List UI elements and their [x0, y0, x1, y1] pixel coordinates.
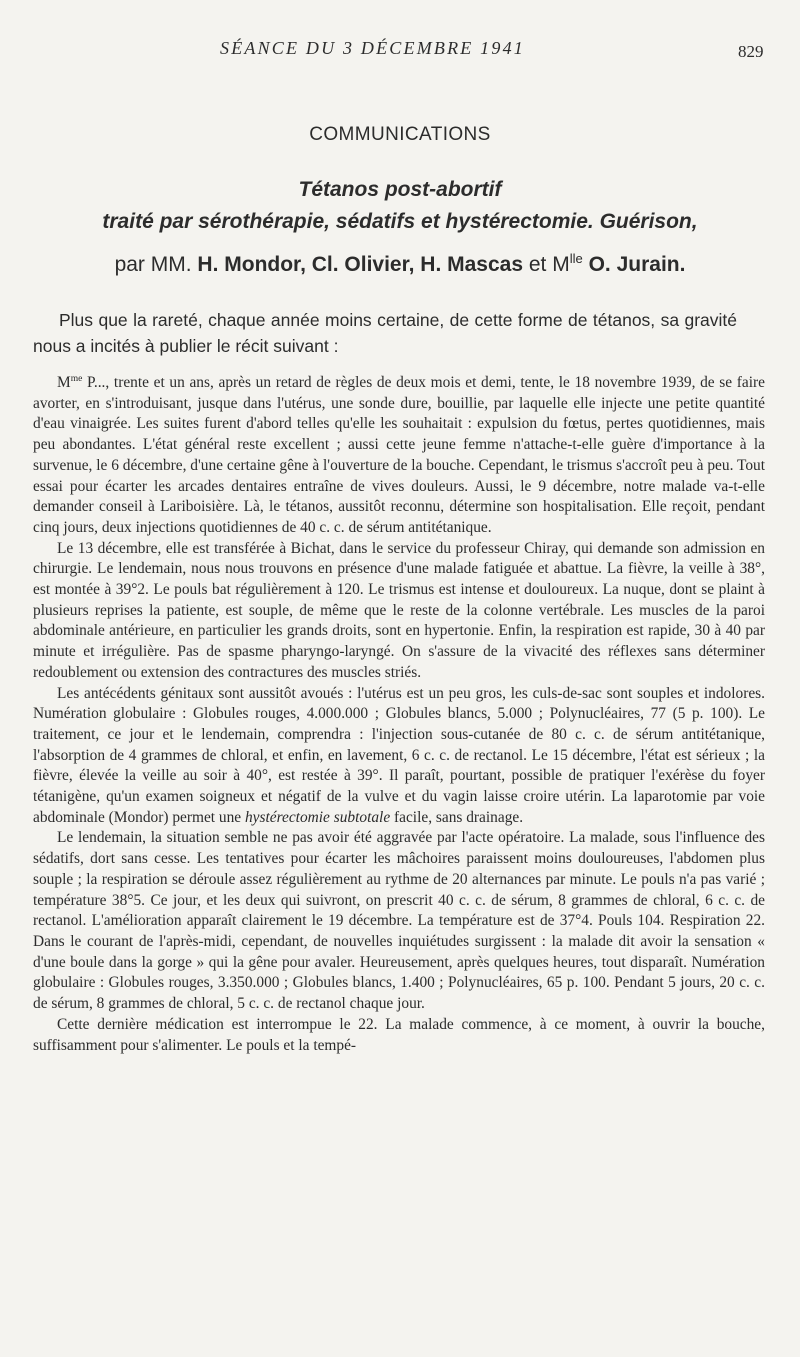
authors-names-b: O. Jurain.	[588, 253, 686, 276]
authors-names-a: H. Mondor, Cl. Olivier, H. Mascas	[197, 253, 524, 276]
running-header	[0, 38, 800, 62]
case-paragraph-2: Le 13 décembre, elle est transférée à Bichat, dans le service du professeur Chiray, qui demande son admission en chirurgie. Le lendemain, nous nous trouvons en présence d'une malade fatiguée et abattue. La fièvre, la veille à 38°, est montée à 39°2. Le pouls bat régulièrement à 120. Le trismus est intense et douloureux. La nuque, dont se plaint à plusieurs reprises la patiente, est souple, de même que le reste de la colonne vertébrale. Les muscles de la paroi abdominale antérieure, en particulier les grands droits, sont en hypertonie. Enfin, la respiration est rapide, 30 à 40 par minute et irrégulière. Pas de spasme pharyngo-laryngé. On s'assure de la vivacité des réflexes sans déterminer redoublement ou extension des contractures des muscles striés.	[33, 539, 765, 681]
case-paragraph-3	[33, 684, 765, 829]
title-abbrev: M	[57, 374, 71, 391]
case-paragraph-5: Cette dernière médication est interrompue le 22. La malade commence, à ce moment, à ouvrir la bouche, suffisamment pour s'alimenter. Le pouls et la tempé-	[33, 1015, 765, 1054]
running-title: SÉANCE DU 3 DÉCEMBRE 1941	[220, 38, 525, 58]
intro-paragraph: Plus que la rareté, chaque année moins certaine, de cette forme de tétanos, sa gravité nous a incités à publier le récit suivant :	[33, 310, 737, 356]
authors-superscript: lle	[569, 251, 583, 266]
case-paragraph-3-italic: hystérectomie subtotale	[244, 808, 391, 826]
article-title-line-2: traité par sérothérapie, sédatifs et hystérectomie. Guérison,	[102, 210, 698, 233]
article-title-line-1: Tétanos post-abortif	[298, 178, 502, 201]
authors-conjunction: et M	[528, 253, 570, 276]
author-line	[0, 253, 800, 277]
section-heading: COMMUNICATIONS	[309, 124, 491, 145]
article-body	[33, 373, 765, 1056]
page-number: 829	[738, 42, 764, 61]
case-paragraph-1	[33, 373, 765, 539]
case-paragraph-3-text-a: Les antécédents génitaux sont aussitôt avoués : l'utérus est un peu gros, les culs-de-sac sont souples et indolores. Numération globulaire : Globules rouges, 4.000.000 ; Globules blancs, 5.000 ; Polynucléaires, 77 (5 p. 100). Le traitement, ce jour et le lendemain, comprendra : l'injection sous-cutanée de 80 c. c. de sérum antitétanique, l'absorption de 4 grammes de chloral, et enfin, en lavement, 6 c. c. de rectanol. Le 15 décembre, l'état est sérieux ; la fièvre, élevée la veille au soir à 40°, est restée à 39°. Il paraît, pourtant, possible de pratiquer l'exérèse du foyer tétanigène, qu'un examen soigneux et négatif de la vulve et du vagin laisse croire utérin. La laparotomie par voie abdominale (Mondor) permet une	[33, 684, 765, 826]
case-paragraph-1-text: P..., trente et un ans, après un retard de règles de deux mois et demi, tente, le 18 novembre 1939, de se faire avorter, en s'introduisant, jusque dans l'utérus, une sonde dure, bouillie, par laquelle elle injecte une petite quantité d'eau vinaigrée. Les suites furent d'abord telles qu'elle les souhaitait : expulsion du fœtus, pertes quotidiennes, mais peu abondantes. L'état général reste excellent ; aussi cette jeune femme n'attache-t-elle guère d'importance à la survenue, le 6 décembre, d'une certaine gêne à l'ouverture de la bouche. Cependant, le trismus s'accroît peu à peu. Tout essai pour écarter les arcades dentaires entraîne de vives douleurs. Aussi, le 9 décembre, notre malade va-t-elle demander conseil à Lariboisière. Là, le tétanos, aussitôt reconnu, détermine son hospitalisation. Elle reçoit, pendant cinq jours, deux injections quotidiennes de 40 c. c. de sérum antitétanique.	[33, 374, 765, 536]
case-paragraph-3-text-b: facile, sans drainage.	[390, 808, 524, 826]
case-paragraph-4: Le lendemain, la situation semble ne pas avoir été aggravée par l'acte opératoire. La malade, sous l'influence des sédatifs, dort sans cesse. Les tentatives pour écarter les mâchoires paraissent moins douloureuses, l'abdomen plus souple ; la respiration se déroule assez régulièrement au rythme de 20 alternances par minute. Le pouls n'a pas varié ; température 38°5. Ce jour, et les deux qui suivront, on prescrit 40 c. c. de sérum, 8 grammes de chloral, 6 c. c. de rectanol. L'amélioration apparaît clairement le 19 décembre. La température est de 37°4. Pouls 104. Respiration 22. Dans le courant de l'après-midi, cependant, de nouvelles inquiétudes surgissent : la malade dit avoir la sensation « d'une boule dans la gorge » qui la gêne pour avaler. Heureusement, après quelques heures, tout disparaît. Numération globulaire : Globules rouges, 3.350.000 ; Globules blancs, 1.400 ; Polynucléaires, 65 p. 100. Pendant 5 jours, 20 c. c. de sérum, 8 grammes de chloral, 5 c. c. de rectanol chaque jour.	[33, 829, 765, 1013]
title-abbrev-sup: me	[70, 372, 83, 384]
authors-prefix: par MM.	[114, 253, 192, 276]
